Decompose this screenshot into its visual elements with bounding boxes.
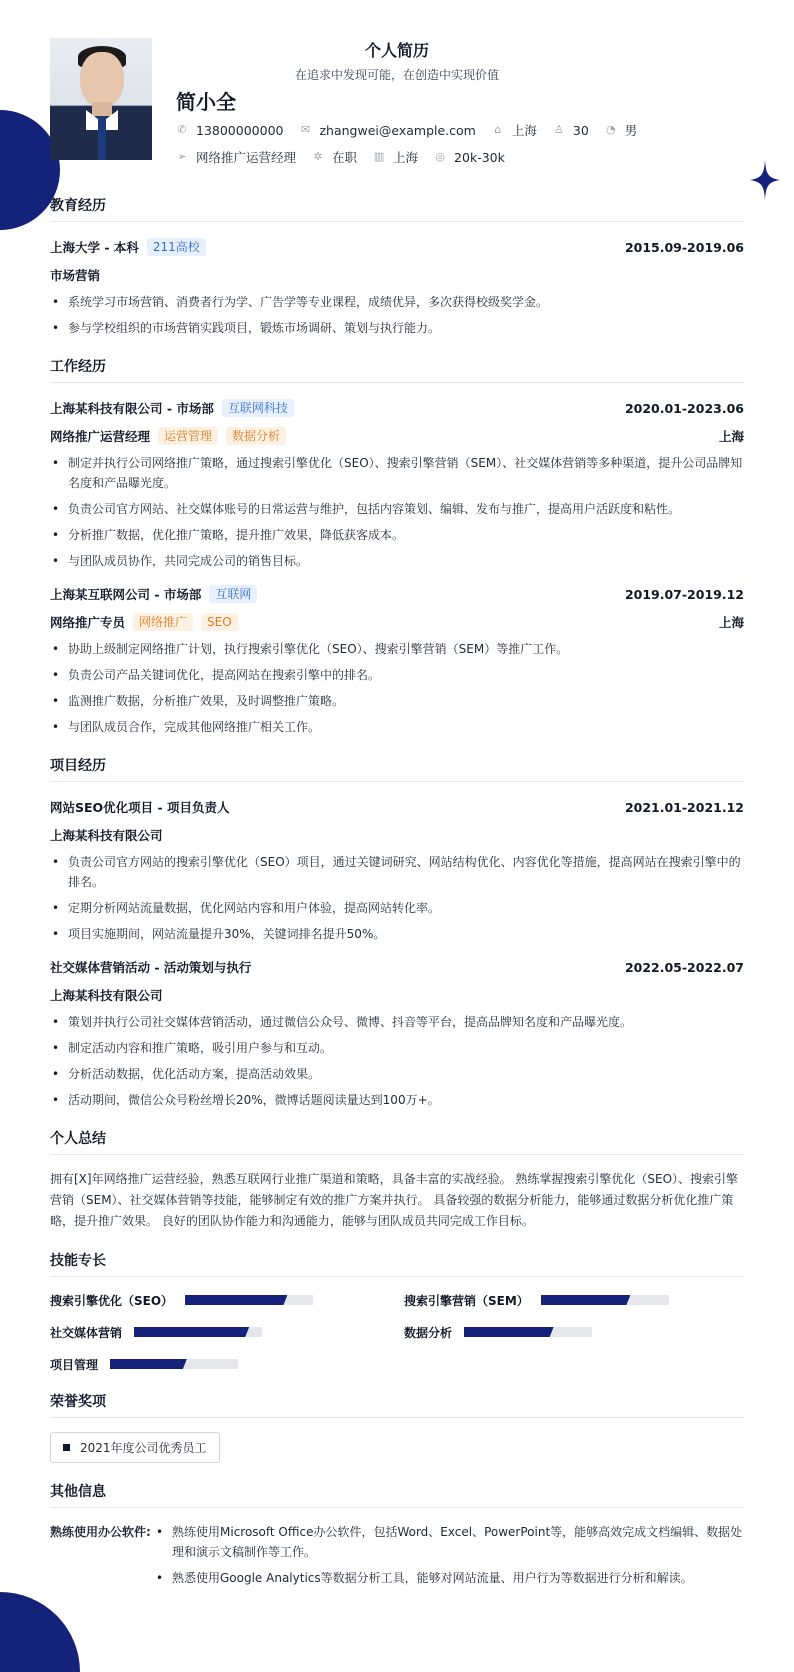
skill-level-fill [541,1295,631,1305]
skill-bar [541,1295,669,1305]
phone-number: 13800000000 [196,122,284,138]
skill-level-fill [134,1327,249,1337]
industry-tag: 互联网科技 [222,399,294,417]
section-title: 技能专长 [50,1250,744,1277]
list-item: • 与团队成员合作，完成其他网络推广相关工作。 [50,717,744,737]
projects-section [50,755,744,1110]
skill-bar [134,1327,262,1337]
square-bullet-icon [63,1444,70,1451]
education-entry [50,236,744,338]
resume-body [50,195,744,1612]
skill-level-fill [464,1327,554,1337]
job-location: 上海 [718,429,744,444]
list-item: • 负责公司官方网站的搜索引擎优化（SEO）项目，通过关键词研究、网站结构优化、内容优化等措施，提高网站在搜索引擎中的排名。 [50,852,744,892]
section-title: 项目经历 [50,755,744,782]
skills-section [50,1250,744,1373]
gender-icon: ◔ [605,123,616,136]
city: 上海 [511,123,537,138]
company-name: 上海某科技有限公司 - 市场部 [50,401,214,416]
expected-salary: 20k-30k [454,149,505,165]
summary-section [50,1128,744,1232]
gender: 男 [624,123,638,138]
skill-bar [464,1327,592,1337]
skill-name: 项目管理 [50,1357,99,1372]
age: 30 [572,122,589,138]
role-tag: 数据分析 [226,427,286,445]
list-item: • 与团队成员协作，共同完成公司的销售目标。 [50,551,744,571]
project-org: 上海某科技有限公司 [50,988,163,1003]
school-tag: 211高校 [147,238,206,256]
work-entry [50,583,744,737]
job-intent-row [176,148,521,166]
list-item: • 负责公司官方网站、社交媒体账号的日常运营与维护，包括内容策划、编辑、发布与推广，提高用户活跃度和粘性。 [50,499,744,519]
list-item: • 协助上级制定网络推广计划，执行搜索引擎优化（SEO）、搜索引擎营销（SEM）等推广工作。 [50,639,744,659]
job-role: 网络推广专员 [50,615,126,630]
skill-name: 搜索引擎优化（SEO） [50,1293,174,1308]
skill-item [404,1323,744,1341]
work-section [50,356,744,737]
awards-section [50,1391,744,1463]
mail-icon: ✉ [300,123,311,136]
role-tag: 运营管理 [158,427,218,445]
employment-status: 在职 [332,150,358,165]
salary-icon: ◎ [435,150,445,163]
list-item: • 熟练使用Microsoft Office办公软件，包括Word、Excel、PowerPoint等，能够高效完成文档编辑、数据处理和演示文稿制作等工作。 [154,1522,744,1562]
email-address: zhangwei@example.com [319,122,476,138]
skill-name: 数据分析 [404,1325,453,1340]
education-section [50,195,744,338]
skill-bar [185,1295,313,1305]
other-section [50,1481,744,1594]
skill-name: 搜索引擎营销（SEM） [404,1293,529,1308]
list-item: • 项目实施期间，网站流量提升30%，关键词排名提升50%。 [50,924,744,944]
job-role: 网络推广运营经理 [50,429,151,444]
skill-bar [110,1359,238,1369]
date-range: 2020.01-2023.06 [624,400,744,416]
skill-level-fill [110,1359,187,1369]
list-item: • 制定并执行公司网络推广策略，通过搜索引擎优化（SEO）、搜索引擎营销（SEM）、社交媒体营销等多种渠道，提升公司品牌知名度和产品曝光度。 [50,453,744,493]
building-icon: ▥ [373,150,385,163]
contact-info-row [176,121,653,139]
document-subtitle: 在追求中发现可能，在创造中实现价值 [294,68,499,82]
phone-icon: ✆ [177,123,187,136]
list-item: • 制定活动内容和推广策略，吸引用户参与和互动。 [50,1038,744,1058]
job-location: 上海 [718,615,744,630]
list-item: • 分析活动数据，优化活动方案，提高活动效果。 [50,1064,744,1084]
skill-item [50,1291,404,1309]
section-title: 工作经历 [50,356,744,383]
list-item: • 监测推广数据，分析推广效果，及时调整推广策略。 [50,691,744,711]
project-org: 上海某科技有限公司 [50,828,163,843]
section-title: 个人总结 [50,1128,744,1155]
list-item: • 系统学习市场营销、消费者行为学、广告学等专业课程，成绩优异，多次获得校级奖学金。 [50,292,744,312]
role-tag: SEO [201,613,238,631]
role-tag: 网络推广 [133,613,193,631]
location-icon: ⌂ [494,123,502,136]
list-item: • 分析推广数据，优化推广策略，提升推广效果，降低获客成本。 [50,525,744,545]
skill-name: 社交媒体营销 [50,1325,123,1340]
send-icon: ➢ [177,150,187,163]
major: 市场营销 [50,268,101,283]
project-entry [50,956,744,1110]
award-name: 2021年度公司优秀员工 [80,1441,207,1455]
date-range: 2019.07-2019.12 [624,586,744,602]
list-item: • 熟悉使用Google Analytics等数据分析工具，能够对网站流量、用户行为等数据进行分析和解读。 [154,1568,744,1588]
list-item: • 负责公司产品关键词优化，提高网站在搜索引擎中的排名。 [50,665,744,685]
industry-tag: 互联网 [209,585,257,603]
award-badge [50,1432,220,1463]
skill-item [50,1355,404,1373]
other-label: 熟练使用办公软件: [50,1525,151,1539]
skill-item [50,1323,404,1341]
school-name: 上海大学 - 本科 [50,240,139,255]
target-position: 网络推广运营经理 [196,150,297,165]
document-title: 个人简历 [364,41,429,60]
summary-text: 拥有[X]年网络推广运营经验，熟悉互联网行业推广渠道和策略，具备丰富的实战经验。 熟练掌握搜索引擎优化（SEO）、搜索引擎营销（SEM）、社交媒体营销等技能，能够制定有效的推广方案并执行。 具备较强的数据分析能力，能够通过数据分析优化推广策略，提升推广效果。 良好的团队协作能力和沟通能力，能够与团队成员共同完成工作目标。 [50,1172,739,1228]
target-city: 上海 [393,150,419,165]
date-range: 2015.09-2019.06 [624,239,744,255]
list-item: • 策划并执行公司社交媒体营销活动，通过微信公众号、微博、抖音等平台，提高品牌知名度和产品曝光度。 [50,1012,744,1032]
project-name: 网站SEO优化项目 - 项目负责人 [50,800,230,815]
date-range: 2022.05-2022.07 [624,959,744,975]
status-icon: ✲ [313,150,323,163]
section-title: 荣誉奖项 [50,1391,744,1418]
company-name: 上海某互联网公司 - 市场部 [50,587,202,602]
section-title: 其他信息 [50,1481,744,1508]
project-name: 社交媒体营销活动 - 活动策划与执行 [50,960,252,975]
section-title: 教育经历 [50,195,744,222]
skill-item [404,1291,744,1309]
list-item: • 参与学校组织的市场营销实践项目，锻炼市场调研、策划与执行能力。 [50,318,744,338]
age-icon: ♙ [553,123,564,136]
candidate-name: 简小全 [176,90,236,114]
resume-header [0,0,794,200]
list-item: • 定期分析网站流量数据，优化网站内容和用户体验，提高网站转化率。 [50,898,744,918]
date-range: 2021.01-2021.12 [624,799,744,815]
work-entry [50,397,744,571]
skill-level-fill [185,1295,287,1305]
project-entry [50,796,744,944]
list-item: • 活动期间，微信公众号粉丝增长20%，微博话题阅读量达到100万+。 [50,1090,744,1110]
